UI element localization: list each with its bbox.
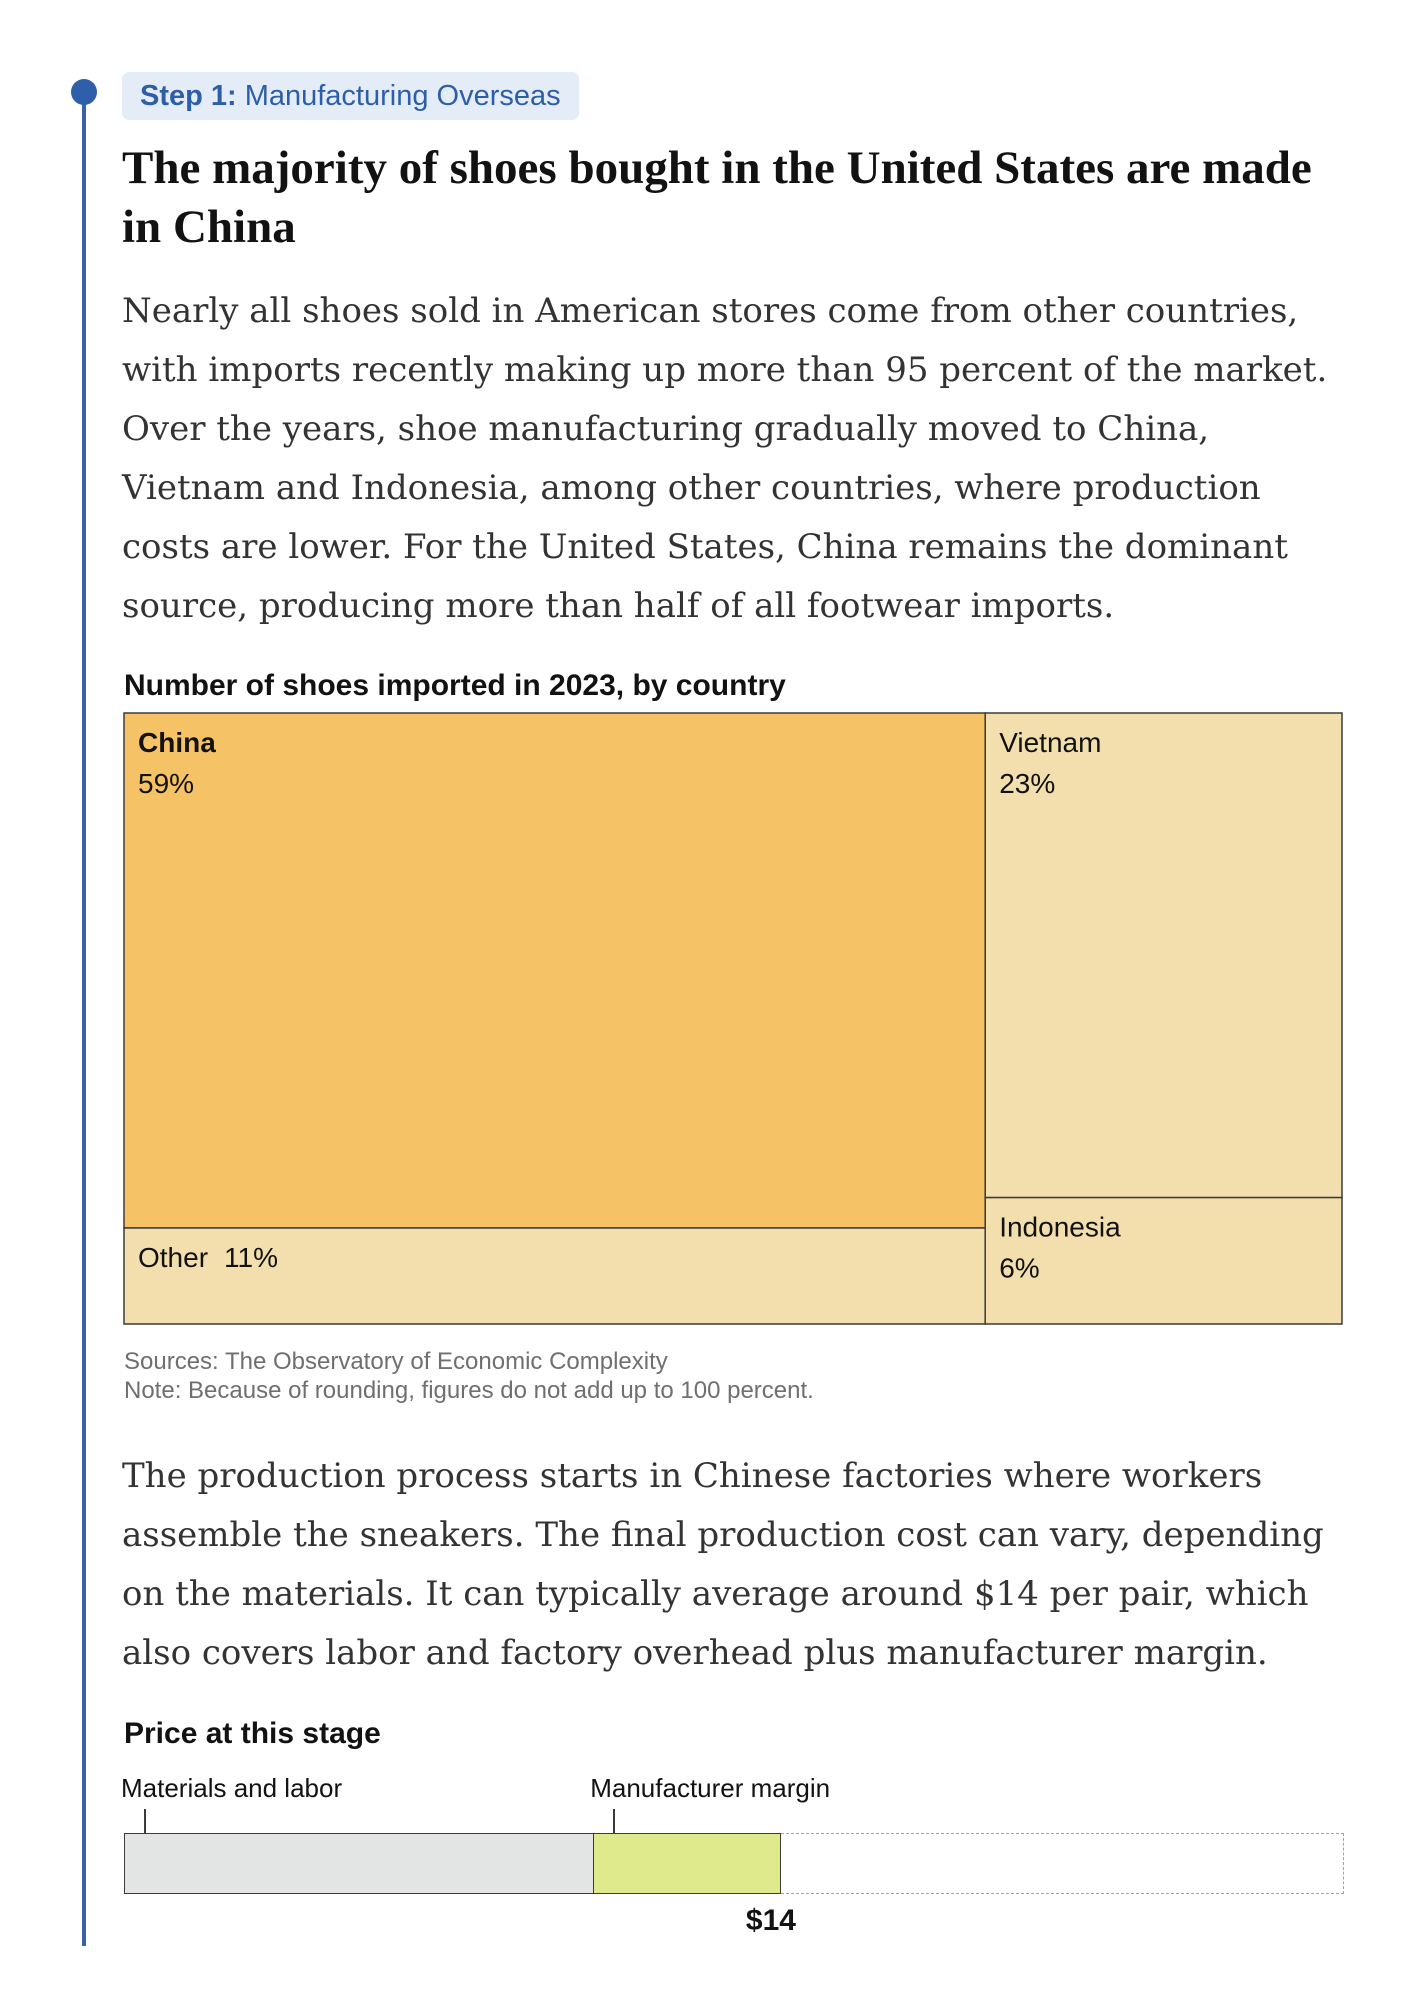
headline-line: in China <box>122 201 296 253</box>
treemap-value-china: 59% <box>138 768 195 799</box>
step-title: Manufacturing Overseas <box>244 79 561 112</box>
body-line: assemble the sneakers. The final production cost can vary, depending <box>122 1515 1324 1555</box>
price-remainder <box>781 1833 1344 1894</box>
intro-line: Vietnam and Indonesia, among other countries, where production <box>122 468 1261 508</box>
price-tick-materials-and-labor <box>144 1809 146 1833</box>
body-line: The production process starts in Chinese factories where workers <box>122 1456 1263 1496</box>
timeline-line <box>82 92 86 1946</box>
treemap-name-vietnam: Vietnam <box>999 727 1102 758</box>
treemap-label-other <box>138 1242 278 1273</box>
intro-line: Nearly all shoes sold in American stores come from other countries, <box>122 291 1299 331</box>
price-chart-title: Price at this stage <box>124 1717 381 1750</box>
treemap-value-vietnam: 23% <box>999 768 1056 799</box>
timeline-dot-icon <box>71 79 97 105</box>
price-segment-manufacturer-margin <box>593 1833 781 1894</box>
treemap-title: Number of shoes imported in 2023, by country <box>124 669 786 702</box>
body-line: also covers labor and factory overhead plus manufacturer margin. <box>122 1633 1268 1673</box>
treemap-name-china: China <box>138 727 216 758</box>
price-segment-materials-and-labor <box>124 1833 593 1894</box>
treemap-value-other: 11% <box>224 1241 278 1273</box>
import-share-treemap <box>122 711 1344 1326</box>
treemap-name-indonesia: Indonesia <box>999 1211 1121 1243</box>
price-stacked-bar <box>121 1770 1344 1940</box>
treemap-rect-china <box>124 713 985 1228</box>
treemap-name-other: Other <box>138 1241 209 1273</box>
treemap-cell-other <box>124 1228 985 1324</box>
intro-paragraph <box>122 282 1327 636</box>
note-line: Note: Because of rounding, figures do not add up to 100 percent. <box>124 1377 814 1404</box>
price-tick-manufacturer-margin <box>613 1809 615 1833</box>
body-line: on the materials. It can typically average around $14 per pair, which <box>122 1574 1309 1614</box>
price-label-manufacturer-margin: Manufacturer margin <box>590 1773 831 1803</box>
treemap-value-indonesia: 6% <box>999 1252 1040 1284</box>
step-number: Step 1: <box>140 79 237 112</box>
intro-line: costs are lower. For the United States, China remains the dominant <box>122 527 1288 567</box>
step-badge <box>122 72 579 120</box>
chart-sources <box>124 1347 814 1405</box>
sources-line: Sources: The Observatory of Economic Complexity <box>124 1348 668 1375</box>
treemap-cell-indonesia <box>985 1198 1342 1324</box>
intro-line: with imports recently making up more than 95 percent of the market. <box>122 350 1328 390</box>
intro-line: source, producing more than half of all footwear imports. <box>122 586 1115 626</box>
intro-line: Over the years, shoe manufacturing gradually moved to China, <box>122 409 1210 449</box>
treemap-cell-vietnam <box>985 713 1342 1198</box>
treemap-cell-china <box>124 713 985 1228</box>
price-total-label: $14 <box>745 1904 796 1937</box>
price-label-materials-and-labor: Materials and labor <box>121 1773 343 1803</box>
body-paragraph <box>122 1447 1324 1683</box>
headline <box>122 139 1312 257</box>
headline-line: The majority of shoes bought in the United States are made <box>122 142 1312 194</box>
